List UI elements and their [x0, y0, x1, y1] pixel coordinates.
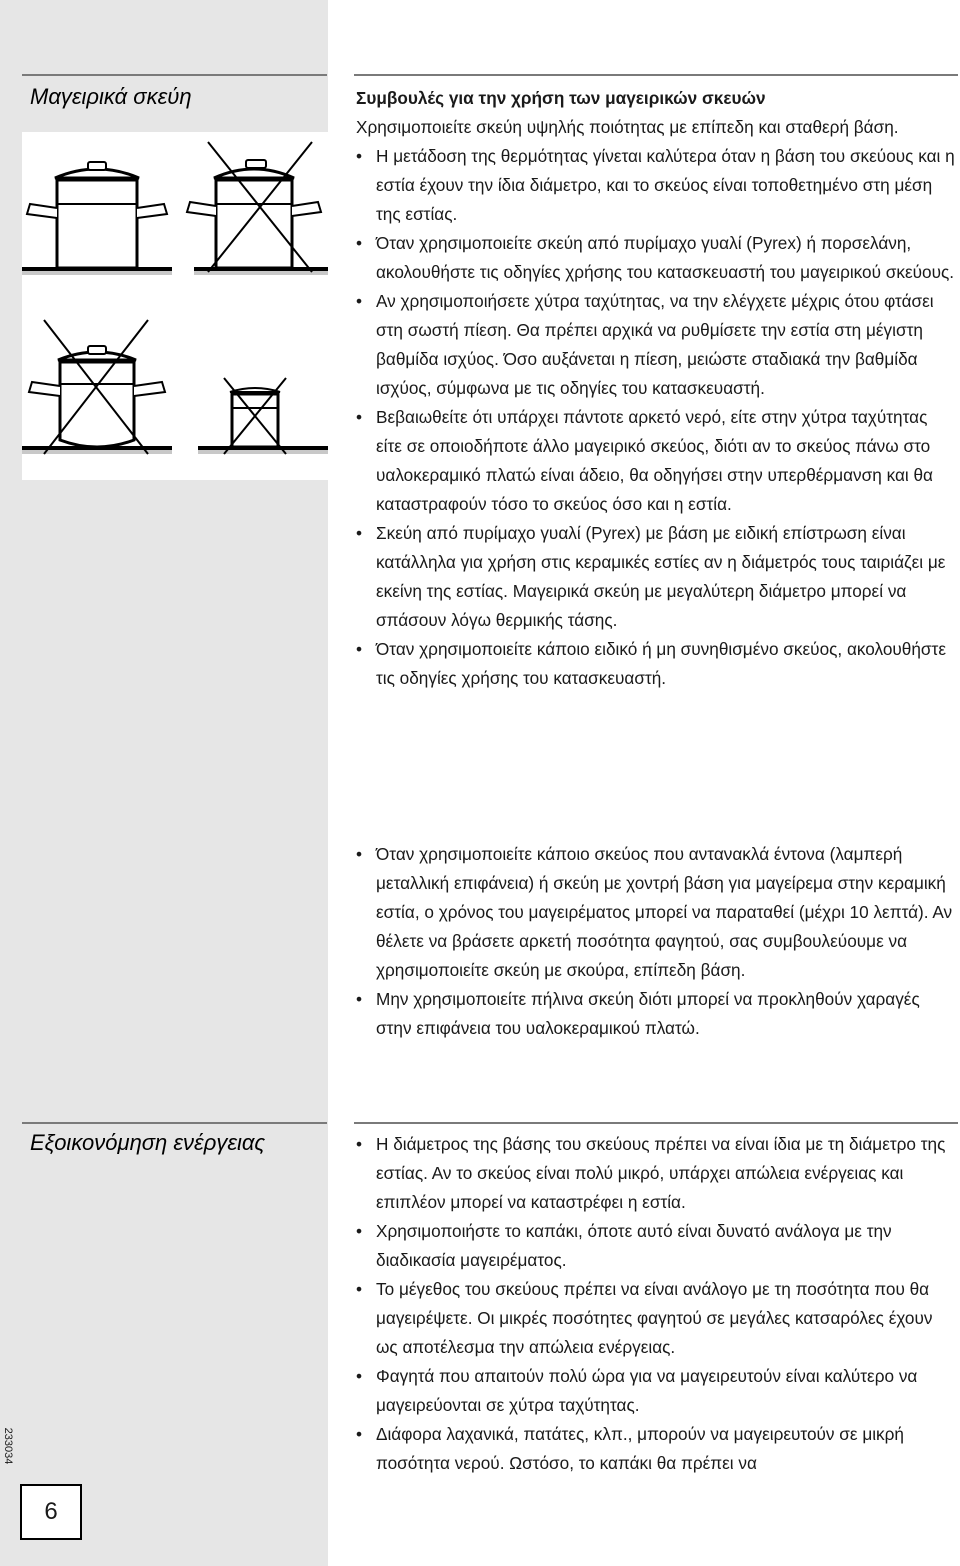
- cookware-tips-list-continued: [356, 840, 956, 1043]
- list-item: • Χρησιμοποιήστε το καπάκι, όποτε αυτό είναι δυνατό ανάλογα με την διαδικασία μαγειρέματος.: [356, 1217, 956, 1275]
- pots-on-hob-figure: [22, 132, 328, 480]
- section-title-energy-saving: Εξοικονόμηση ενέργειας: [30, 1130, 266, 1155]
- list-item: • Βεβαιωθείτε ότι υπάρχει πάντοτε αρκετό νερό, είτε στην χύτρα ταχύτητας είτε σε οποιοδήποτε άλλο μαγειρικό σκεύος, διότι αν το σκεύος πάνω στο υαλοκεραμικό πλατώ είναι άδειο, θα οδηγήσει στην υπερθέρμανση και θα καταστραφούν τόσο το σκεύος όσο και η εστία.: [356, 403, 956, 519]
- document-code-text: 233034: [2, 1427, 14, 1465]
- section-divider: [22, 74, 327, 76]
- wrong-small-pot-icon: [198, 378, 328, 454]
- cookware-tips-continued-block: [356, 840, 956, 1043]
- wrong-uneven-base-pot-icon: [22, 320, 172, 454]
- list-item: • Η μετάδοση της θερμότητας γίνεται καλύτερα όταν η βάση του σκεύους και η εστία έχουν την ίδια διάμετρο, και το σκεύος είναι τοποθετημένο στη μέση της εστίας.: [356, 142, 956, 229]
- section-divider: [354, 74, 958, 76]
- cookware-tips-list: [356, 142, 956, 693]
- wrong-large-pot-icon: [187, 142, 328, 275]
- page-number-box: [20, 1484, 82, 1540]
- section-title-cookware: Μαγειρικά σκεύη: [30, 84, 192, 109]
- cookware-illustration: [22, 132, 328, 480]
- section-divider: [22, 1122, 327, 1124]
- list-item: • Όταν χρησιμοποιείτε κάποιο ειδικό ή μη συνηθισμένο σκεύος, ακολουθήστε τις οδηγίες χρήσης του κατασκευαστή.: [356, 635, 956, 693]
- document-code: [0, 1418, 14, 1478]
- section-divider: [354, 1122, 958, 1124]
- list-item: • Διάφορα λαχανικά, πατάτες, κλπ., μπορούν να μαγειρευτούν σε μικρή ποσότητα νερού. Ωστόσο, το καπάκι θα πρέπει να: [356, 1420, 956, 1478]
- list-item: • Αν χρησιμοποιήσετε χύτρα ταχύτητας, να την ελέγχετε μέχρις ότου φτάσει στη σωστή πίεση. Θα πρέπει αρχικά να ρυθμίσετε την εστία στη μέγιστη βαθμίδα ισχύος. Όσο αυξάνεται η πίεση, μειώστε σταδιακά την βαθμίδα ισχύος, σύμφωνα με τις οδηγίες του κατασκευαστή.: [356, 287, 956, 403]
- correct-pot-icon: [22, 162, 172, 275]
- list-item: • Σκεύη από πυρίμαχο γυαλί (Pyrex) με βάση με ειδική επίστρωση είναι κατάλληλα για χρήση στις κεραμικές εστίες αν η διάμετρός τους ταιριάζει με εκείνη της εστίας. Μαγειρικά σκεύη με μεγαλύτερη διάμετρο μπορεί να σπάσουν λόγω θερμικής τάσης.: [356, 519, 956, 635]
- list-item: • Όταν χρησιμοποιείτε κάποιο σκεύος που αντανακλά έντονα (λαμπερή μεταλλική επιφάνεια) ή σκεύη με χοντρή βάση για μαγείρεμα στην κεραμική εστία, ο χρόνος του μαγειρέματος μπορεί να παραταθεί (μέχρι 10 λεπτά). Αν θέλετε να βράσετε αρκετή ποσότητα φαγητού, σας συμβουλεύουμε να χρησιμοποιείτε σκεύη με σκούρα, επίπεδη βάση.: [356, 840, 956, 985]
- energy-saving-block: [356, 1130, 956, 1478]
- page-number: 6: [44, 1498, 58, 1525]
- cookware-tips-intro: Χρησιμοποιείτε σκεύη υψηλής ποιότητας με επίπεδη και σταθερή βάση.: [356, 117, 899, 137]
- cookware-tips-heading: Συμβουλές για την χρήση των μαγειρικών σκευών: [356, 88, 766, 108]
- energy-saving-list: [356, 1130, 956, 1478]
- list-item: • Το μέγεθος του σκεύους πρέπει να είναι ανάλογο με τη ποσότητα που θα μαγειρέψετε. Οι μικρές ποσότητες φαγητού σε μεγάλες κατσαρόλες έχουν ως αποτέλεσμα την απώλεια ενέργειας.: [356, 1275, 956, 1362]
- list-item: • Η διάμετρος της βάσης του σκεύους πρέπει να είναι ίδια με τη διάμετρο της εστίας. Αν το σκεύος είναι πολύ μικρό, υπάρχει απώλεια ενέργειας και επιπλέον μπορεί να καταστρέφει η εστία.: [356, 1130, 956, 1217]
- list-item: • Όταν χρησιμοποιείτε σκεύη από πυρίμαχο γυαλί (Pyrex) ή πορσελάνη, ακολουθήστε τις οδηγίες χρήσης του κατασκευαστή του μαγειρικού σκεύους.: [356, 229, 956, 287]
- list-item: • Φαγητά που απαιτούν πολύ ώρα για να μαγειρευτούν είναι καλύτερο να μαγειρεύονται σε χύτρα ταχύτητας.: [356, 1362, 956, 1420]
- list-item: • Μην χρησιμοποιείτε πήλινα σκεύη διότι μπορεί να προκληθούν χαραγές στην επιφάνεια του υαλοκεραμικού πλατώ.: [356, 985, 956, 1043]
- cookware-tips-block: [356, 84, 956, 693]
